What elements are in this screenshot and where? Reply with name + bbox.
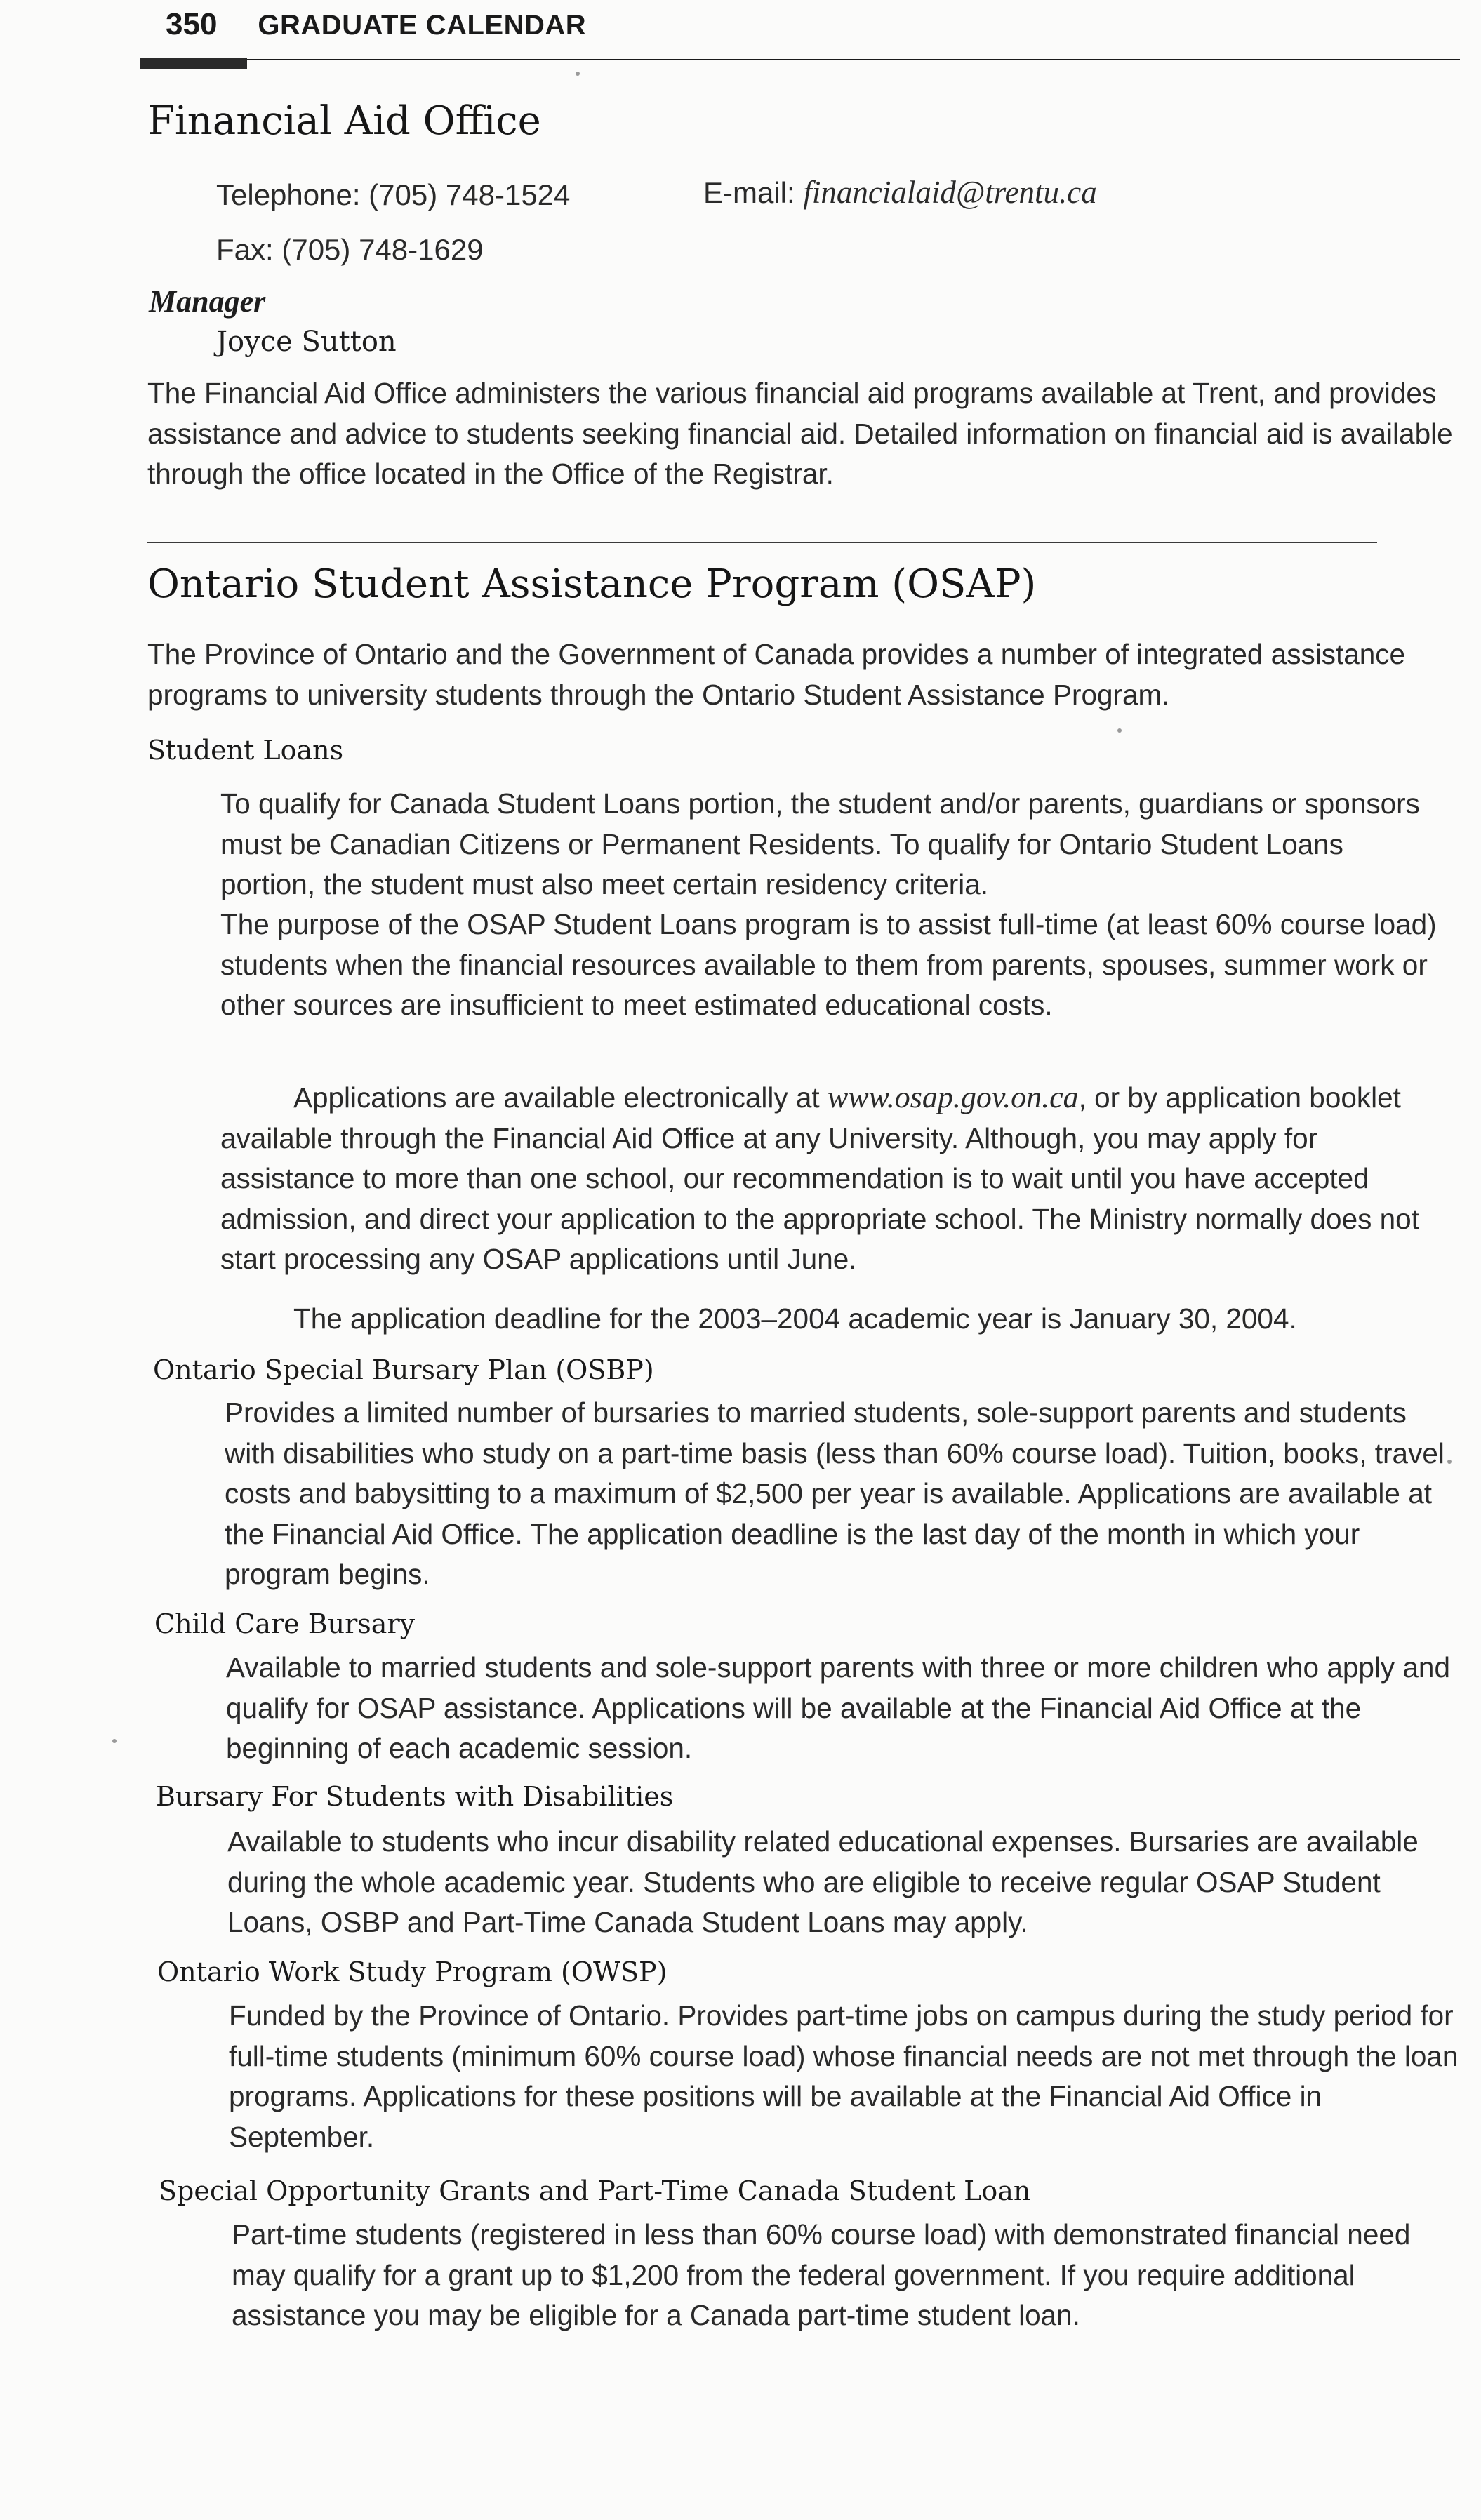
scan-speck: [112, 1739, 117, 1743]
financial-aid-title: Financial Aid Office: [147, 98, 541, 144]
manager-name: Joyce Sutton: [216, 326, 397, 358]
osbp-text: Provides a limited number of bursaries to married students, sole-support parents and students with disabilities who study on a part-time basis (less than 60% course load). Tuition, books, travel costs and babysitting to a maximum of $2,500 per year is available. Applications are available at the Financial Aid Office. The application deadline is the last day of the month in which your program begins.: [225, 1396, 1445, 1590]
special-opportunity-text: Part-time students (registered in less than 60% course load) with demonstrated financial need may qualify for a grant up to $1,200 from the federal government. If you require additional assistance you may be eligible for a Canada part-time student loan.: [232, 2218, 1411, 2331]
disabilities-heading: Bursary For Students with Disabilities: [156, 1781, 674, 1812]
email-label: E-mail:: [703, 176, 804, 209]
osap-intro: The Province of Ontario and the Government of Canada provides a number of integrated assistance programs to university students through the Ontario Student Assistance Program.: [147, 638, 1406, 711]
child-care-heading: Child Care Bursary: [154, 1608, 416, 1639]
scan-speck: [576, 72, 580, 76]
telephone: Telephone: (705) 748-1524: [216, 178, 571, 211]
special-opportunity-heading: Special Opportunity Grants and Part-Time Canada Student Loan: [159, 2175, 1031, 2206]
osbp-heading: Ontario Special Bursary Plan (OSBP): [153, 1354, 654, 1385]
p3-text-after: , or by application booklet available through the Financial Aid Office at any University. Although, you may apply for assistance to more than one school, our recommendation is to wait until you have accepted admission, and direct your application to the appropriate school. The Ministry normally does not start processing any OSAP applications until June.: [220, 1081, 1419, 1275]
student-loans-heading: Student Loans: [147, 735, 344, 766]
running-title: GRADUATE CALENDAR: [258, 10, 587, 41]
financial-aid-description: The Financial Aid Office administers the various financial aid programs available at Trent, and provides assistance and advice to students seeking financial aid. Detailed information on financial aid is available through the office located in the Office of the Registrar.: [147, 377, 1453, 490]
page-number: 350: [166, 7, 218, 41]
student-loans-p4: The application deadline for the 2003–2004 academic year is January 30, 2004.: [293, 1302, 1297, 1335]
child-care-text: Available to married students and sole-support parents with three or more children who apply and qualify for OSAP assistance. Applications will be available at the Financial Aid Office at the beginning of each academic session.: [226, 1651, 1450, 1764]
scan-speck: [1447, 1460, 1452, 1464]
header-rule: [140, 59, 1460, 60]
student-loans-p3: [220, 1077, 1443, 1280]
student-loans-p1: To qualify for Canada Student Loans portion, the student and/or parents, guardians or sponsors must be Canadian Citizens or Permanent Residents. To qualify for Ontario Student Loans portion, the student must also meet certain residency criteria.: [220, 787, 1420, 900]
manager-label: Manager: [149, 284, 266, 319]
p3-text-before: Applications are available electronically at: [293, 1081, 828, 1114]
disabilities-text: Available to students who incur disability related educational expenses. Bursaries are available during the whole academic year. Students who are eligible to receive regular OSAP Student Loans, OSBP and Part-Time Canada Student Loans may apply.: [227, 1825, 1419, 1938]
owsp-text: Funded by the Province of Ontario. Provides part-time jobs on campus during the study period for full-time students (minimum 60% course load) whose financial needs are not met through the loan programs. Applications for these positions will be available at the Financial Aid Office in September.: [229, 1999, 1459, 2153]
email-address[interactable]: financialaid@trentu.ca: [803, 175, 1097, 210]
running-header: [166, 7, 586, 49]
student-loans-p2: The purpose of the OSAP Student Loans program is to assist full-time (at least 60% course load) students when the financial resources available to them from parents, spouses, summer work or other sources are insufficient to meet estimated educational costs.: [220, 908, 1437, 1021]
fax: Fax: (705) 748-1629: [216, 233, 484, 266]
email-line: [703, 174, 1097, 211]
header-rule-tab: [140, 58, 247, 69]
osap-title: Ontario Student Assistance Program (OSAP): [147, 561, 1037, 607]
owsp-heading: Ontario Work Study Program (OWSP): [157, 1956, 668, 1987]
osap-url-link[interactable]: www.osap.gov.on.ca: [827, 1080, 1079, 1114]
scan-speck: [1117, 728, 1122, 733]
section-divider: [147, 542, 1377, 543]
